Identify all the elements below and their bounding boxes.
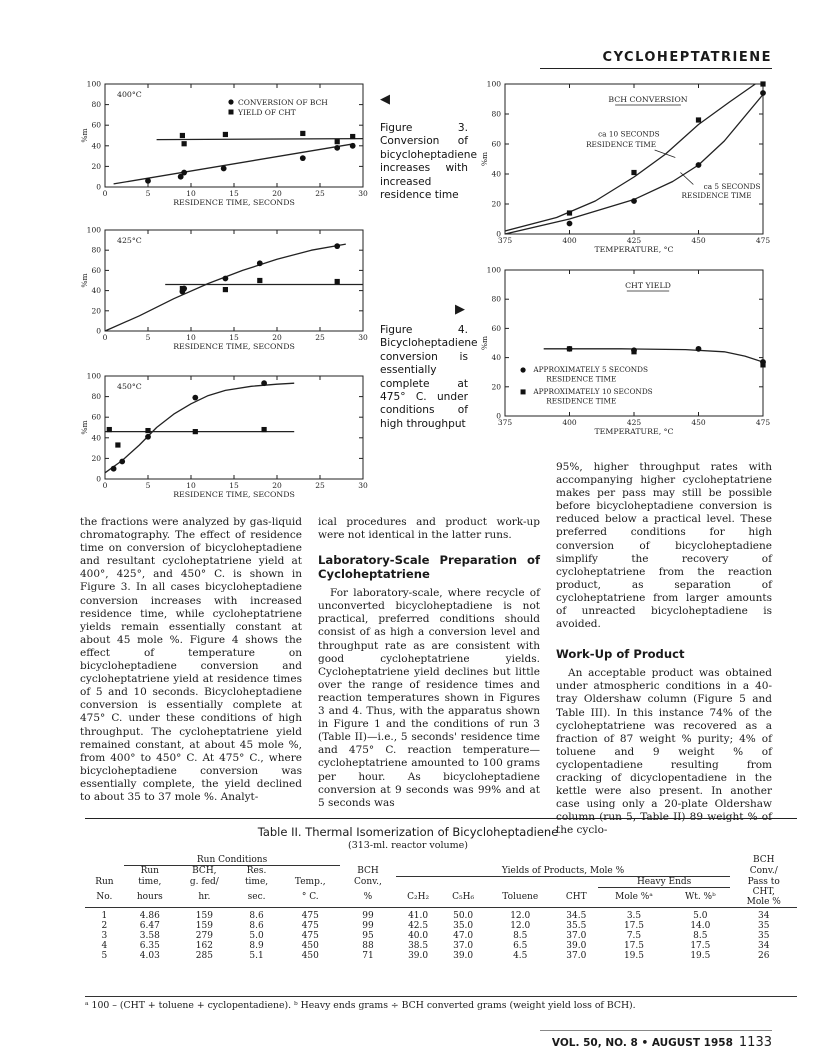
table-top-rule (85, 818, 797, 819)
y-tick-label: 40 (91, 141, 101, 151)
data-point-square (107, 427, 112, 432)
body-column-3 (556, 461, 772, 837)
running-header: CYCLOHEPTATRIENE (602, 50, 772, 65)
x-tick-label: 30 (358, 189, 368, 198)
data-point-circle (350, 143, 356, 149)
header-cell: Mole %ᵃ (598, 887, 670, 908)
annotation-label: ca 5 SECONDS (703, 182, 761, 191)
y-tick-label: 0 (96, 474, 101, 484)
panel-label: 450°C (117, 382, 142, 391)
table-cell: 8.5 (513, 931, 528, 941)
legend-label: APPROXIMATELY 10 SECONDS (533, 387, 653, 397)
table-cell: 35 (758, 931, 770, 941)
x-tick-label: 5 (145, 189, 151, 198)
y-tick-label: 80 (91, 392, 101, 402)
y-tick-label: 0 (96, 182, 101, 192)
data-point-circle (181, 170, 187, 176)
table-header-row (85, 876, 797, 887)
table-cell: 14.0 (690, 921, 711, 931)
paragraph: An acceptable product was obtained under atmospheric conditions in a 40-tray Oldershaw column (Figure 5 and Table III). In this instance 74% of the cycloheptatriene was recovered as a fraction of 87 weight % purity; 4% of toluene and 9 weight % of cyclopentadiene resulting from cracking of dicyclopentadiene in the kettle were also present. In another case using only a 20-plate Oldershaw column (run 5, Table II) 89 weight % of the cyclo- (556, 667, 772, 837)
table-cell: 35 (758, 921, 770, 931)
section-heading: Laboratory-Scale Preparation of Cycloheptatriene (318, 553, 540, 582)
y-tick-label: 60 (491, 323, 501, 333)
header-cell: Toluene (486, 887, 555, 908)
data-point-square (335, 279, 340, 284)
table-cell: 39.0 (408, 951, 429, 961)
table-bottom-rule (85, 996, 797, 997)
data-point-circle (760, 90, 766, 96)
x-tick-label: 25 (315, 481, 325, 490)
data-point-square (223, 132, 228, 137)
header-cell: time, (244, 876, 269, 887)
data-point-circle (119, 459, 125, 465)
x-tick-label: 15 (229, 333, 239, 342)
table-cell: 450 (301, 951, 319, 961)
x-tick-label: 15 (229, 481, 239, 490)
table-cell: 47.0 (453, 931, 474, 941)
table-cell: 8.5 (693, 931, 708, 941)
page-number: 1133 (738, 1035, 772, 1050)
chart-fig4-conversion (470, 78, 775, 268)
data-point-circle (145, 178, 151, 184)
group-header: Heavy Ends (598, 876, 731, 887)
chart-fig3-425c (70, 222, 375, 364)
header-cell: Res. (246, 866, 267, 876)
x-tick-label: 475 (755, 418, 771, 427)
data-point-square (182, 141, 187, 146)
data-point-square (223, 287, 228, 292)
paragraph: For laboratory-scale, where recycle of unconverted bicycloheptadiene is not practical, preferred conditions should consist of as high a conversion level and throughput rate as are consistent with good cycloheptatriene yields. Cycloheptatriene yield declines but little over the range of residence times and reaction temperatures shown in Figures 3 and 4. Thus, with the apparatus shown in Figure 1 and the conditions of run 3 (Table II)—i.e., 5 seconds' residence time and 475° C. reaction temperature—cycloheptatriene amounted to 100 grams per hour. As bicycloheptadiene conversion at 9 seconds was 99% and at 5 seconds was (318, 587, 540, 809)
group-header: Yields of Products, Mole % (396, 866, 731, 877)
table-cell: 35.0 (453, 921, 474, 931)
data-point-square (350, 134, 355, 139)
y-tick-label: 20 (91, 161, 101, 171)
plot-frame (105, 376, 363, 479)
legend-label: YIELD OF CHT (238, 108, 296, 117)
x-axis-label: RESIDENCE TIME, SECONDS (173, 198, 295, 207)
table-cell: 475 (301, 921, 319, 931)
header-cell: Wt. %ᵇ (670, 887, 730, 908)
annotation-label: ca 10 SECONDS (598, 129, 660, 139)
data-point-circle (334, 145, 340, 151)
y-tick-label: 60 (91, 265, 101, 275)
table-row (85, 941, 797, 951)
x-tick-label: 450 (691, 236, 706, 245)
table-cell: 6.47 (139, 921, 160, 931)
figure-4-caption: Figure 4. Bicycloheptadiene conversion is essentially complete at 475° C. under conditions of high throughput (380, 324, 478, 430)
table-cell: 4.03 (139, 951, 160, 961)
chart-fig3-450c (70, 368, 375, 508)
data-point-circle (334, 243, 340, 249)
data-point-square (300, 131, 305, 136)
y-tick-label: 40 (491, 353, 501, 363)
legend-label: RESIDENCE TIME (546, 396, 617, 406)
y-tick-label: 0 (96, 326, 101, 336)
y-tick-label: 80 (491, 294, 501, 304)
y-tick-label: 40 (91, 286, 101, 296)
series-line (114, 144, 355, 184)
data-point-square (567, 346, 572, 351)
x-tick-label: 400 (562, 236, 577, 245)
table-cell: 17.5 (690, 941, 711, 951)
chart-fig4-yield (470, 264, 775, 450)
table-cell: 38.5 (408, 941, 429, 951)
table-cell: 8.6 (249, 921, 264, 931)
data-point-circle (192, 395, 198, 401)
table-cell: 42.5 (408, 921, 429, 931)
table-header-row (85, 855, 797, 866)
table-cell: 39.0 (566, 941, 587, 951)
table-cell: 1 (101, 911, 108, 921)
header-cell: time, (138, 876, 162, 887)
data-point-square (180, 286, 185, 291)
x-tick-label: 20 (272, 481, 282, 490)
table-row (85, 908, 797, 922)
x-tick-label: 450 (691, 418, 706, 427)
x-tick-label: 375 (497, 236, 513, 245)
y-tick-label: 100 (86, 371, 101, 381)
y-tick-label: 100 (486, 79, 501, 89)
y-tick-label: 60 (491, 139, 501, 149)
table-cell: 26 (758, 951, 770, 961)
series-line (505, 95, 763, 235)
table-cell: 17.5 (623, 941, 644, 951)
data-point-circle (261, 380, 267, 386)
data-point-circle (257, 260, 263, 266)
table-cell: 4.5 (513, 951, 528, 961)
data-point-circle (696, 346, 702, 352)
header-cell: Run (140, 866, 159, 876)
legend-marker-square (521, 389, 526, 394)
paragraph: ical procedures and product work-up were not identical in the latter runs. (318, 516, 540, 542)
header-cell: Conv., (354, 876, 382, 887)
data-point-square (257, 278, 262, 283)
table-cell: 41.0 (408, 911, 429, 921)
data-point-circle (567, 221, 573, 227)
table-cell: 17.5 (623, 921, 644, 931)
x-axis-label: TEMPERATURE, °C (594, 427, 674, 436)
x-axis-label: RESIDENCE TIME, SECONDS (173, 490, 295, 499)
legend-marker-square (229, 110, 234, 115)
table-cell: 5.1 (249, 951, 264, 961)
table-cell: 19.5 (690, 951, 711, 961)
header-cell: Run (95, 876, 114, 887)
table-cell: 19.5 (623, 951, 644, 961)
table-cell: 34 (758, 911, 770, 921)
annotation-pointer (655, 150, 676, 158)
y-tick-label: 60 (91, 120, 101, 130)
table-cell: 37.0 (566, 931, 587, 941)
footer-rule (540, 1030, 772, 1031)
section-heading: Work-Up of Product (556, 647, 685, 662)
table-cell: 5.0 (693, 911, 708, 921)
paragraph: 95%, higher throughput rates with accompanying higher cycloheptatriene makes per pass may still be possible before bicycloheptadiene conversion is reduced below a practical level. These preferred conditions for high conversion of bicycloheptadiene simplify the recovery of cycloheptatriene from the reaction product, as separation of cycloheptatriene from larger amounts of unreacted bicycloheptadiene is avoided. (556, 461, 772, 631)
table-cell: 99 (362, 921, 374, 931)
body-column-1 (80, 516, 302, 804)
x-tick-label: 425 (626, 418, 642, 427)
table-cell: 95 (362, 931, 374, 941)
y-axis-label: %m (80, 128, 89, 143)
table-cell: 12.0 (510, 921, 531, 931)
x-tick-label: 10 (186, 481, 196, 490)
table-cell: 475 (301, 911, 319, 921)
x-tick-label: 20 (272, 189, 282, 198)
figure-3-caption: Figure 3. Conversion of bicycloheptadiene increases with increased residence time (380, 122, 478, 202)
series-line (157, 139, 363, 140)
table-row (85, 951, 797, 961)
table-cell: 279 (195, 931, 213, 941)
x-tick-label: 0 (102, 481, 108, 490)
data-point-square (567, 210, 572, 215)
table-title: Table II. Thermal Isomerization of Bicycloheptadiene (257, 825, 559, 839)
table-header-row (85, 887, 797, 908)
header-cell: CHT (555, 887, 598, 908)
x-tick-label: 375 (497, 418, 513, 427)
table-cell: 7.5 (626, 931, 642, 941)
table-cell: 5.0 (249, 931, 264, 941)
table-cell: 6.35 (139, 941, 160, 951)
y-tick-label: 80 (91, 245, 101, 255)
header-cell: sec. (233, 887, 280, 908)
y-tick-label: 80 (91, 100, 101, 110)
table-cell: 2 (101, 921, 108, 931)
data-point-circle (111, 466, 117, 472)
table-row (85, 921, 797, 931)
header-cell: No. (85, 887, 124, 908)
table-body (85, 908, 797, 962)
header-cell: C₂H₂ (396, 887, 441, 908)
data-point-circle (300, 155, 306, 161)
header-cell: ° C. (280, 887, 340, 908)
table-cell: 3 (101, 931, 108, 941)
table-cell: 8.6 (249, 911, 264, 921)
header-cell: % (340, 887, 395, 908)
header-cell: hr. (176, 887, 233, 908)
x-tick-label: 5 (145, 481, 151, 490)
x-axis-label: RESIDENCE TIME, SECONDS (173, 342, 295, 351)
y-tick-label: 0 (496, 411, 501, 421)
header-cell (730, 887, 797, 908)
x-tick-label: 20 (272, 333, 282, 342)
x-tick-label: 0 (102, 189, 108, 198)
table-cell: 34.5 (566, 911, 587, 921)
data-point-square (760, 81, 765, 86)
header-cell: hours (124, 887, 176, 908)
table-cell: 285 (195, 951, 213, 961)
series-line (505, 84, 755, 231)
legend-label: RESIDENCE TIME (546, 374, 617, 384)
panel-label: 400°C (117, 90, 142, 99)
y-tick-label: 100 (486, 265, 501, 275)
header-cell: BCH (752, 855, 775, 866)
legend-label: APPROXIMATELY 5 SECONDS (533, 365, 649, 375)
x-tick-label: 30 (358, 481, 368, 490)
data-point-square (335, 139, 340, 144)
table-cell: 34 (758, 941, 770, 951)
data-point-square (180, 133, 185, 138)
header-cell-line: Mole % (746, 897, 781, 907)
table-subtitle: (313-ml. reactor volume) (348, 840, 468, 851)
data-point-square (145, 428, 150, 433)
y-tick-label: 20 (91, 306, 101, 316)
table-cell: 162 (195, 941, 213, 951)
table-cell: 4 (101, 941, 108, 951)
header-cell-line: CHT, (752, 887, 775, 897)
header-rule (540, 68, 772, 69)
x-tick-label: 400 (562, 418, 577, 427)
table-cell: 5 (101, 951, 108, 961)
header-cell: BCH, (192, 866, 217, 876)
y-tick-label: 40 (91, 433, 101, 443)
table-cell: 159 (195, 911, 213, 921)
x-tick-label: 10 (186, 333, 196, 342)
x-tick-label: 30 (358, 333, 368, 342)
table-cell: 450 (301, 941, 319, 951)
table-cell: 3.5 (626, 911, 642, 921)
table-footnote: ᵃ 100 – (CHT + toluene + cyclopentadiene). ᵇ Heavy ends grams ÷ BCH converted grams (weight yield loss of BCH). (85, 1000, 636, 1011)
data-point-circle (221, 166, 227, 172)
x-tick-label: 10 (186, 189, 196, 198)
data-point-square (262, 427, 267, 432)
data-point-circle (223, 276, 229, 282)
y-tick-label: 20 (491, 382, 501, 392)
table-cell: 37.0 (453, 941, 474, 951)
y-axis-label: %m (80, 273, 89, 288)
table-cell: 4.86 (139, 911, 160, 921)
table-cell: 39.0 (453, 951, 474, 961)
data-point-circle (145, 434, 151, 440)
panel-label: 425°C (117, 236, 142, 245)
y-tick-label: 60 (91, 412, 101, 422)
table-cell: 475 (301, 931, 319, 941)
header-cell: g. fed/ (189, 876, 219, 887)
legend-marker-circle (228, 99, 233, 104)
data-point-square (193, 429, 198, 434)
y-tick-label: 20 (91, 453, 101, 463)
table-cell: 12.0 (510, 911, 531, 921)
x-tick-label: 25 (315, 333, 325, 342)
fig3-arrow: ◀ (380, 92, 390, 107)
chart-title: CHT YIELD (625, 281, 671, 290)
paragraph: the fractions were analyzed by gas-liquid chromatography. The effect of residence time on conversion of bicycloheptadiene and resultant cycloheptatriene yield at 400°, 425°, and 450° C. is shown in Figure 3. In all cases bicycloheptadiene conversion increases with increased residence time, while cycloheptatriene yields remain essentially constant at about 45 mole %. Figure 4 shows the effect of temperature on bicycloheptadiene conversion and cycloheptatriene yield at residence times of 5 and 10 seconds. Bicycloheptadiene conversion is essentially complete at 475° C. under these conditions of high throughput. The cycloheptatriene yield remained constant, at about 45 mole %, from 400° to 450° C. At 475° C., where bicycloheptadiene conversion was essentially complete, the yield declined to about 35 to 37 mole %. Analyt- (80, 516, 302, 803)
page-footer (540, 1035, 772, 1050)
table-cell: 35.5 (566, 921, 587, 931)
y-tick-label: 100 (86, 225, 101, 235)
body-column-2 (318, 516, 540, 810)
chart-title: BCH CONVERSION (608, 95, 688, 104)
annotation-pointer (680, 173, 693, 185)
y-tick-label: 40 (491, 169, 501, 179)
table-cell: 6.5 (513, 941, 528, 951)
table-cell: 99 (362, 911, 374, 921)
table-cell: 40.0 (408, 931, 429, 941)
group-header: Run Conditions (124, 855, 340, 866)
y-axis-label: %m (80, 420, 89, 435)
y-tick-label: 80 (491, 109, 501, 119)
series-line (544, 349, 763, 362)
x-tick-label: 0 (102, 333, 108, 342)
table-ii (85, 855, 797, 961)
data-point-square (115, 442, 120, 447)
annotation-label: RESIDENCE TIME (586, 140, 657, 149)
table-cell: 37.0 (566, 951, 587, 961)
plot-frame (105, 230, 363, 331)
table-cell: 50.0 (453, 911, 474, 921)
data-point-square (631, 349, 636, 354)
data-point-square (631, 170, 636, 175)
y-tick-label: 20 (491, 199, 501, 209)
data-point-circle (696, 162, 702, 168)
chart-fig3-400c (70, 78, 375, 218)
table-cell: 8.9 (249, 941, 264, 951)
x-tick-label: 5 (145, 333, 151, 342)
data-point-square (760, 362, 765, 367)
table-header-row (85, 866, 797, 877)
y-tick-label: 0 (496, 229, 501, 239)
y-axis-label: %m (480, 335, 489, 351)
header-cell: Conv./ (749, 865, 778, 876)
data-point-circle (631, 198, 637, 204)
x-tick-label: 475 (755, 236, 771, 245)
legend-marker-circle (520, 367, 525, 372)
y-axis-label: %m (480, 151, 489, 167)
table-cell: 71 (362, 951, 374, 961)
journal-info: VOL. 50, NO. 8 • AUGUST 1958 (551, 1037, 733, 1049)
x-tick-label: 425 (626, 236, 642, 245)
table-row (85, 931, 797, 941)
table-cell: 159 (195, 921, 213, 931)
annotation-label: RESIDENCE TIME (681, 191, 752, 200)
table-cell: 3.58 (139, 931, 160, 941)
legend-label: CONVERSION OF BCH (238, 98, 328, 107)
header-cell: BCH (357, 865, 379, 876)
x-axis-label: TEMPERATURE, °C (594, 245, 674, 254)
x-tick-label: 25 (315, 189, 325, 198)
data-point-square (696, 117, 701, 122)
y-tick-label: 100 (86, 79, 101, 89)
header-cell: Pass to (747, 876, 780, 887)
table-cell: 88 (362, 941, 374, 951)
fig4-arrow: ▶ (455, 302, 465, 317)
header-cell: C₅H₆ (441, 887, 486, 908)
x-tick-label: 15 (229, 189, 239, 198)
header-cell: Temp., (294, 876, 326, 887)
